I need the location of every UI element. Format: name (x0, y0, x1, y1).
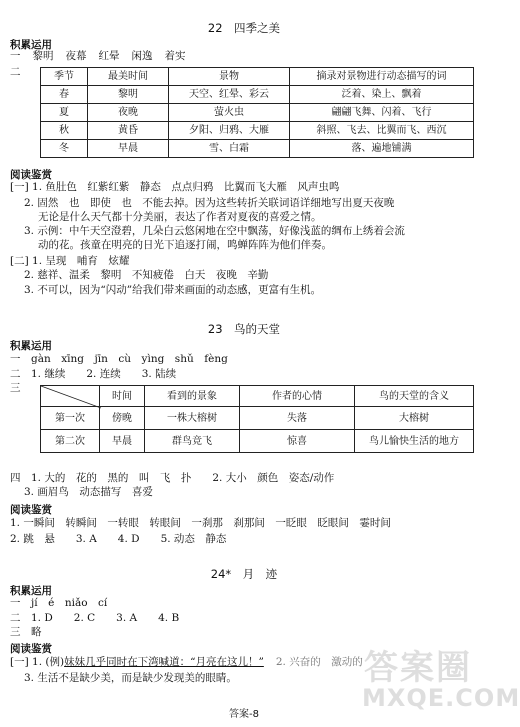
answer-word: 夜幕 (65, 50, 87, 62)
watermark-url: MXQE.COM (362, 684, 520, 712)
answer-line: 2. 固然 也 即使 也 不能去掉。因为这些转折关联词语详细地写出夏天夜晚 (24, 197, 395, 209)
s22-question-2-label: 二 (10, 66, 21, 78)
table-header-cell: 看到的景象 (145, 386, 240, 407)
table-cell: 大榕树 (355, 407, 474, 430)
diagonal-cell (41, 386, 100, 407)
table-cell: 黎明 (88, 86, 169, 104)
table-cell: 失落 (240, 407, 355, 430)
table-cell: 第一次 (41, 407, 100, 430)
table-cell: 鸟儿愉快生活的地方 (355, 430, 474, 453)
table-cell: 泛着、染上、飘着 (290, 86, 474, 104)
section-heading-reading: 阅读鉴赏 (10, 643, 52, 655)
table-row (41, 430, 474, 453)
table-header-cell: 最美时间 (88, 68, 169, 86)
table-row (41, 104, 474, 122)
bird-paradise-table (40, 385, 474, 453)
section-heading-reading: 阅读鉴赏 (10, 169, 52, 181)
section-heading-accumulate: 积累运用 (10, 39, 52, 51)
answer-word: 黎明 (32, 50, 54, 62)
section-heading-accumulate: 积累运用 (10, 340, 52, 352)
answer-line: 三 略 (10, 626, 42, 638)
answer-line: 四 1. 大的 花的 黑的 叫 飞 扑 2. 大小 颜色 姿态/动作 (10, 472, 335, 484)
table-header-row (41, 68, 474, 86)
pinyin-line: 一 gàn xīng jīn cù yìng shǔ fèng (10, 353, 228, 365)
lesson-24-title: 24* 月 迹 (210, 567, 278, 581)
table-cell: 斜照、飞去、比翼而飞、西沉 (290, 122, 474, 140)
answer-line: 2. 慈祥、温柔 黎明 不知疲倦 白天 夜晚 辛勤 (24, 269, 269, 281)
table-cell: 翩翩飞舞、闪着、飞行 (290, 104, 474, 122)
table-cell: 早晨 (88, 140, 169, 158)
answer-line: [二] 1. 呈现 哺育 炫耀 (10, 255, 130, 267)
s23-question-3-label: 三 (10, 382, 21, 394)
table-row (41, 122, 474, 140)
answer-line: 动的花。孩童在明亮的日光下追逐打闹，鸣蝉阵阵为他们伴奏。 (38, 239, 332, 251)
s22-question-1 (10, 50, 198, 63)
table-header-cell: 时间 (100, 386, 145, 407)
answer-line: 二 1. D 2. C 3. A 4. B (10, 612, 180, 624)
table-cell: 春 (41, 86, 88, 104)
pinyin-line: 一 jí é niǎo cí (10, 597, 108, 609)
table-cell: 夕阳、归鸦、大雁 (169, 122, 290, 140)
table-header-cell: 作者的心情 (240, 386, 355, 407)
answer-word: 闲逸 (131, 50, 153, 62)
table-cell: 秋 (41, 122, 88, 140)
answer-line: 3. 生活不是缺少美，而是缺少发现美的眼睛。 (24, 672, 237, 684)
table-header-cell: 季节 (41, 68, 88, 86)
answer-line: 3. 不可以，因为“闪动”给我们带来画面的动态感，更富有生机。 (24, 284, 322, 296)
lesson-23-title: 23 鸟的天堂 (207, 322, 281, 336)
table-header-row (41, 386, 474, 407)
table-cell: 第二次 (41, 430, 100, 453)
watermark-logo: 答案圈 (364, 648, 472, 688)
table-cell: 夏 (41, 104, 88, 122)
seasons-table (40, 67, 474, 158)
table-cell: 一株大榕树 (145, 407, 240, 430)
answer-line: [一] 1. 鱼肚色 红紫红紫 静态 点点归鸦 比翼而飞大雁 风声虫鸣 (10, 181, 340, 193)
answer-line: 1. 一瞬间 转瞬间 一转眼 转眼间 一刹那 刹那间 一眨眼 眨眼间 霎时间 (10, 517, 391, 529)
answer-line: 二 1. 继续 2. 连续 3. 陆续 (10, 368, 177, 380)
answer-line: 3. 示例：中午天空澄碧，几朵白云悠闲地在空中飘荡，好像浅蓝的绸布上绣着会流 (24, 225, 405, 237)
answer-line: 无论是什么天气都十分美丽，表达了作者对夏夜的喜爱之情。 (38, 211, 322, 223)
lesson-22-title: 22 四季之美 (207, 21, 281, 35)
table-header-cell: 景物 (169, 68, 290, 86)
table-cell: 天空、红晕、彩云 (169, 86, 290, 104)
table-header-cell: 鸟的天堂的含义 (355, 386, 474, 407)
question-number: 一 (10, 50, 21, 62)
table-row (41, 140, 474, 158)
answer-line: [一] 1. (例)妹妹几乎同时在下湾喊道：“月亮在这儿！” 2. 兴奋的 激动的 (10, 656, 363, 668)
answer-line: 3. 画眉鸟 动态描写 喜爱 (24, 486, 153, 498)
table-cell: 雪、白霜 (169, 140, 290, 158)
answer-word: 着实 (164, 50, 186, 62)
table-cell: 落、遍地铺满 (290, 140, 474, 158)
answer-word: 红晕 (98, 50, 120, 62)
underlined-sentence: 妹妹几乎同时在下湾喊道：“月亮在这儿！” (64, 656, 264, 668)
section-heading-reading: 阅读鉴赏 (10, 504, 52, 516)
section-heading-accumulate: 积累运用 (10, 585, 52, 597)
table-row (41, 86, 474, 104)
table-cell: 早晨 (100, 430, 145, 453)
page-footer: 答案-8 (229, 709, 259, 720)
table-cell: 惊喜 (240, 430, 355, 453)
table-cell: 夜晚 (88, 104, 169, 122)
table-row (41, 407, 474, 430)
table-cell: 傍晚 (100, 407, 145, 430)
table-header-cell: 摘录对景物进行动态描写的词 (290, 68, 474, 86)
table-cell: 冬 (41, 140, 88, 158)
answer-line: 2. 跳 悬 3. A 4. D 5. 动态 静态 (10, 533, 227, 545)
diagonal-line (41, 386, 101, 408)
table-cell: 黄昏 (88, 122, 169, 140)
table-cell: 群鸟竞飞 (145, 430, 240, 453)
table-cell: 萤火虫 (169, 104, 290, 122)
